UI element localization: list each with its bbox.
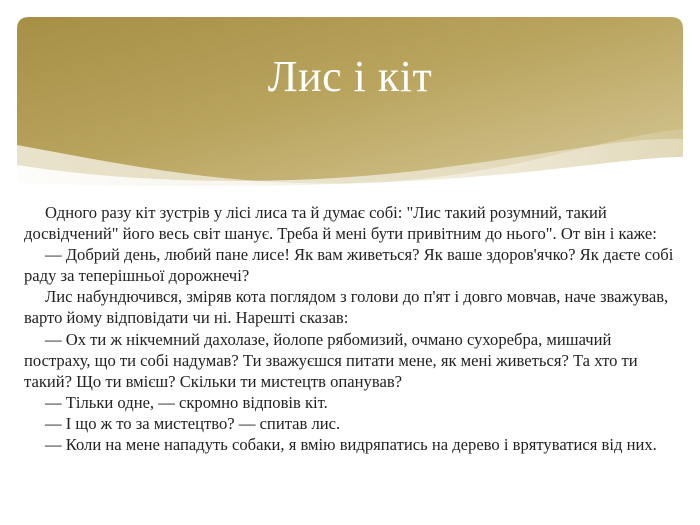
paragraph: — Добрий день, любий пане лисе! Як вам живеться? Як ваше здоров'ячко? Як даєте собі раду за теперішньої дорожнечі? bbox=[24, 245, 674, 286]
paragraph: — Коли на мене нападуть собаки, я вмію видряпатись на дерево і врятуватися від них. bbox=[45, 435, 657, 455]
banner-background bbox=[17, 17, 683, 197]
paragraph: — Тільки одне, — скромно відповів кіт. bbox=[45, 392, 328, 412]
paragraph: — Ох ти ж нікчемний дахолазе, йолопе рябомизий, очмано сухоребра, мишачий постраху, що ти собі надумав? Ти зважуєшся питати мене, як мені живеться? Та хто ти такий? Що ти вмієш? Скільки ти мистецтв опанував? bbox=[24, 329, 638, 391]
title-banner bbox=[17, 17, 683, 197]
story-text bbox=[24, 202, 680, 455]
paragraph: Лис набундючився, зміряв кота поглядом з голови до п'ят і довго мовчав, наче зважував, варто йому відповідати чи ні. Нарешті сказав: bbox=[24, 287, 669, 328]
paragraph: — І що ж то за мистецтво? — спитав лис. bbox=[45, 413, 341, 433]
paragraph: Одного разу кіт зустрів у лісі лиса та й думає собі: "Лис такий розумний, такий досвідчений" його весь світ шанує. Треба й мені бути привітним до нього". От він і каже: bbox=[24, 203, 657, 244]
slide-title: Лис і кіт bbox=[267, 52, 433, 101]
